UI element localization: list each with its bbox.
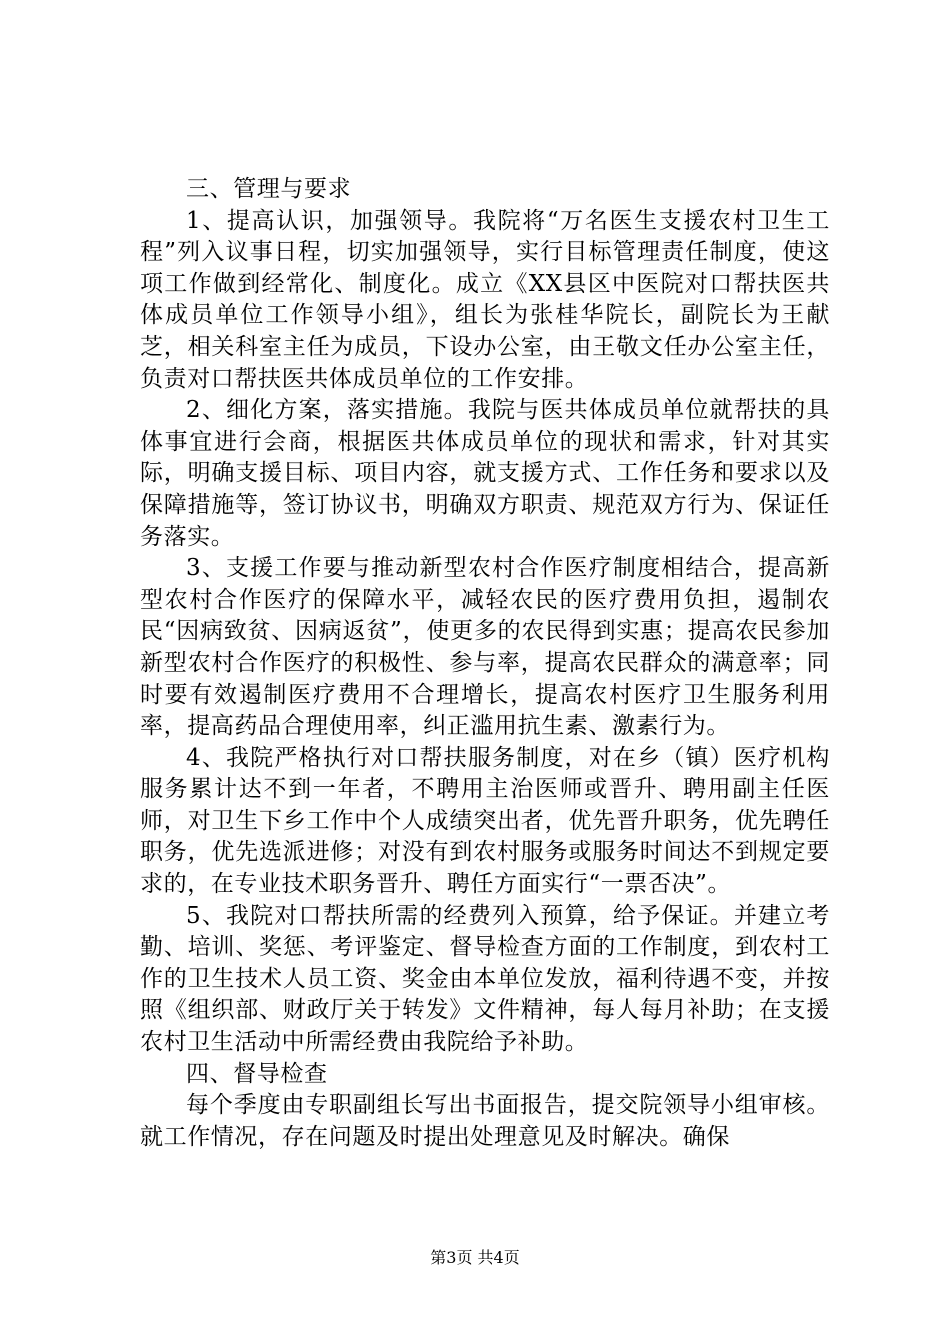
paragraph-2-measures: 2、细化方案，落实措施。我院与医共体成员单位就帮扶的具体事宜进行会商，根据医共体成员单位的现状和需求，针对其实际，明确支援目标、项目内容，就支援方式、工作任务和要求以及保障措施等，签订协议书，明确双方职责、规范双方行为、保证任务落实。 xyxy=(140,397,830,550)
page-number-footer: 第3页 共4页 xyxy=(430,1248,520,1267)
paragraph-3-cooperative-medical: 3、支援工作要与推动新型农村合作医疗制度相结合，提高新型农村合作医疗的保障水平，减轻农民的医疗费用负担，遏制农民“因病致贫、因病返贫”，使更多的农民得到实惠；提高农民参加新型农村合作医疗的积极性、参与率，提高农民群众的满意率；同时要有效遏制医疗费用不合理增长，提高农村医疗卫生服务利用率，提高药品合理使用率，纠正滥用抗生素、激素行为。 xyxy=(140,555,830,740)
section-heading-management: 三、管理与要求 xyxy=(186,176,352,202)
section-heading-supervision: 四、督导检查 xyxy=(186,1060,328,1087)
paragraph-4-service-system: 4、我院严格执行对口帮扶服务制度，对在乡（镇）医疗机构服务累计达不到一年者，不聘用主治医师或晋升、聘用副主任医师，对卫生下乡工作中个人成绩突出者，优先晋升职务，优先聘任职务，优先选派进修；对没有到农村服务或服务时间达不到规定要求的，在专业技术职务晋升、聘任方面实行“一票否决”。 xyxy=(140,744,830,898)
document-body xyxy=(140,174,830,1153)
paragraph-1-leadership: 1、提高认识，加强领导。我院将“万名医生支援农村卫生工程”列入议事日程，切实加强领导，实行目标管理责任制度，使这项工作做到经常化、制度化。成立《XX县区中医院对口帮扶医共体成员单位工作领导小组》，组长为张桂华院长，副院长为王献芝，相关科室主任为成员，下设办公室，由王敬文任办公室主任，负责对口帮扶医共体成员单位的工作安排。 xyxy=(140,207,830,392)
paragraph-supervision: 每个季度由专职副组长写出书面报告，提交院领导小组审核。就工作情况，存在问题及时提出处理意见及时解决。确保 xyxy=(140,1092,830,1150)
paragraph-5-funding: 5、我院对口帮扶所需的经费列入预算，给予保证。并建立考勤、培训、奖惩、考评鉴定、督导检查方面的工作制度，到农村工作的卫生技术人员工资、奖金由本单位发放，福利待遇不变，并按照《组织部、财政厅关于转发》文件精神，每人每月补助；在支援农村卫生活动中所需经费由我院给予补助。 xyxy=(140,902,830,1056)
